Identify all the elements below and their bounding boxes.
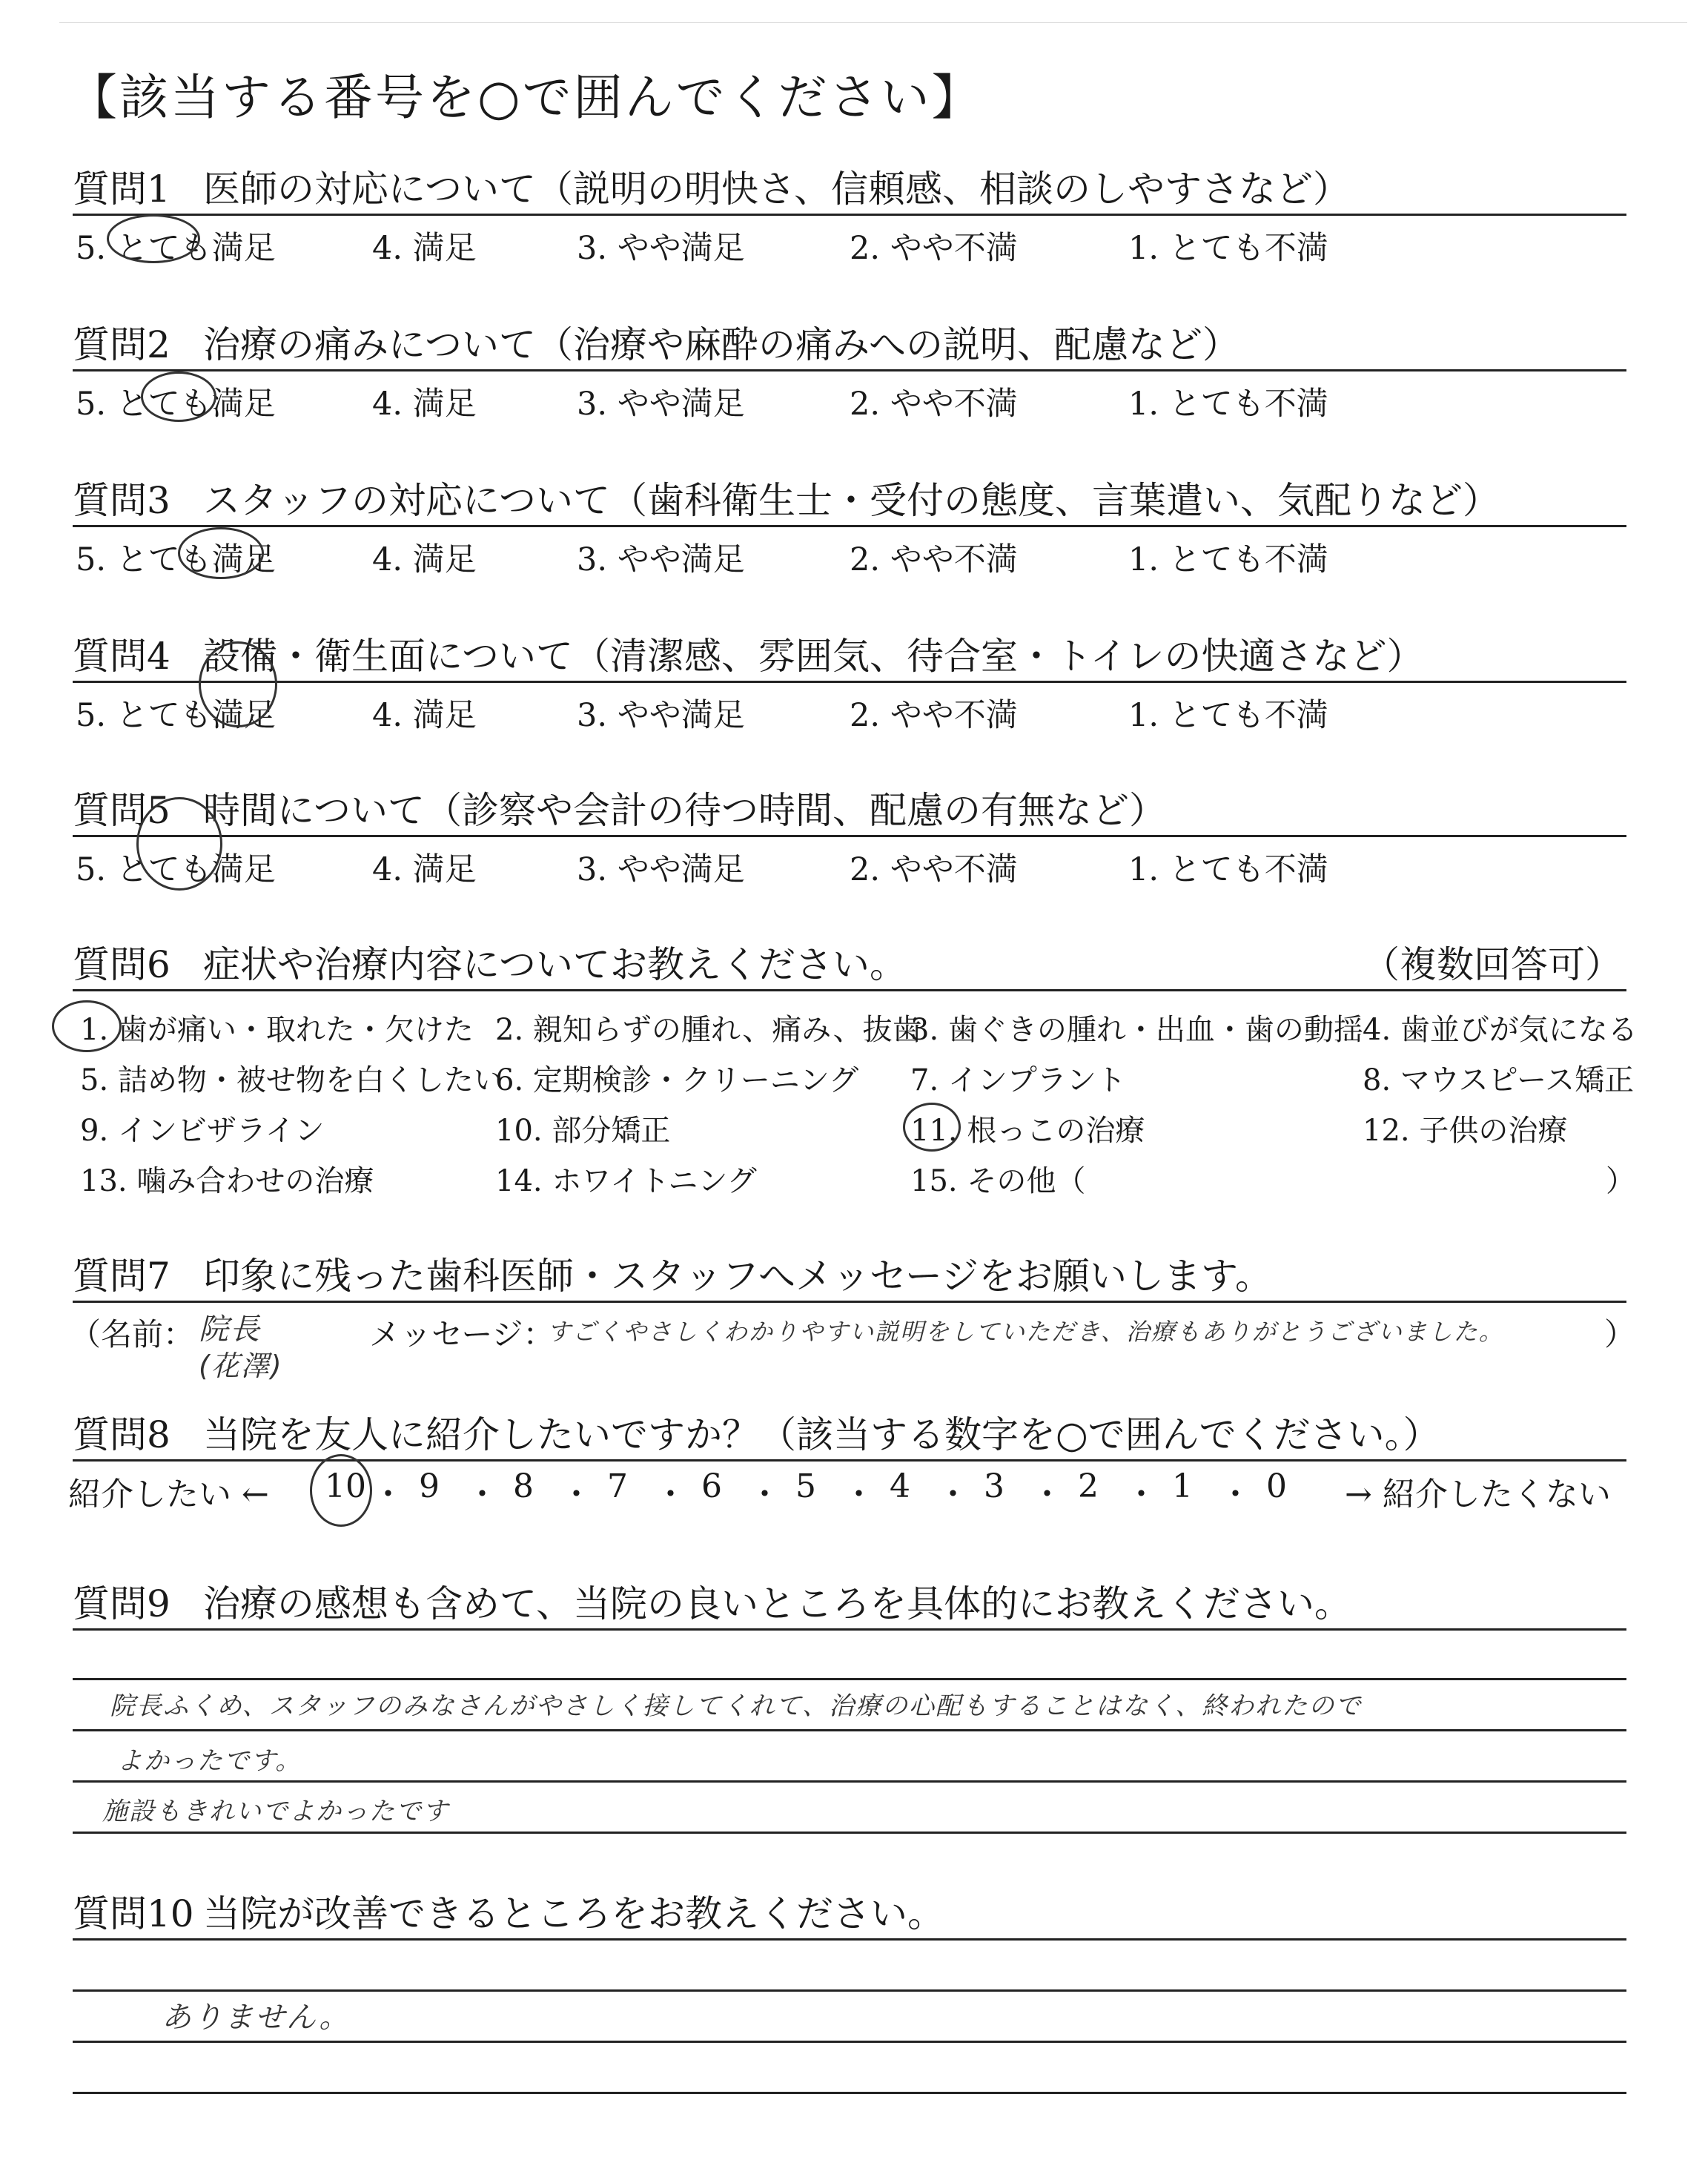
- page-title: 【該当する番号を○で囲んでください】: [68, 69, 983, 126]
- symptom-6[interactable]: 6. 定期検診・クリーニング: [495, 1063, 859, 1097]
- option-2[interactable]: 2. やや不満: [850, 541, 1018, 578]
- scale-separator: ・: [466, 1476, 499, 1513]
- message-handwritten[interactable]: すごくやさしくわかりやすい説明をしていただき、治療もありがとうございました。: [547, 1318, 1504, 1346]
- question-text: 当院を友人に紹介したいですか？（該当する数字を○で囲んでください。）: [203, 1413, 1440, 1456]
- question-6: [73, 940, 1638, 1206]
- selection-circle: [199, 641, 277, 727]
- question-number: 質問6: [73, 943, 171, 986]
- answer-rule: [73, 1678, 1626, 1680]
- option-5[interactable]: 5. とても満足: [76, 541, 276, 578]
- question-number: 質問8: [73, 1413, 171, 1456]
- divider: [73, 1938, 1626, 1941]
- symptom-2[interactable]: 2. 親知らずの腫れ、痛み、抜歯: [495, 1013, 922, 1047]
- question-10: [73, 1889, 1629, 2094]
- scale-separator: ・: [1219, 1476, 1252, 1513]
- question-text: 設備・衛生面について（清潔感、雰囲気、待合室・トイレの快適さなど）: [203, 635, 1424, 678]
- option-5[interactable]: 5. とても満足: [76, 697, 276, 734]
- scale-separator: ・: [748, 1476, 781, 1513]
- question-1: [73, 165, 1629, 267]
- option-1[interactable]: 1. とても不満: [1128, 541, 1328, 578]
- answer-rule: [73, 1989, 1626, 1992]
- scale-left-label: 紹介したい ←: [68, 1476, 269, 1513]
- scale-separator: ・: [560, 1476, 593, 1513]
- symptom-14[interactable]: 14. ホワイトニング: [495, 1164, 757, 1198]
- option-1[interactable]: 1. とても不満: [1128, 697, 1328, 734]
- question-9: [73, 1579, 1629, 1834]
- multiple-answer-note: （複数回答可）: [1363, 943, 1622, 986]
- option-4[interactable]: 4. 満足: [372, 697, 477, 734]
- option-3[interactable]: 3. やや満足: [577, 541, 745, 578]
- scale-separator: ・: [654, 1476, 687, 1513]
- selection-circle: [141, 371, 216, 422]
- scale-value-8[interactable]: 8: [513, 1467, 534, 1505]
- name-label: （名前：: [70, 1316, 195, 1353]
- symptom-7[interactable]: 7. インプラント: [910, 1063, 1126, 1097]
- option-2[interactable]: 2. やや不満: [850, 230, 1018, 267]
- option-4[interactable]: 4. 満足: [372, 386, 477, 423]
- question-text: 当院が改善できるところをお教えください。: [203, 1892, 944, 1935]
- option-2[interactable]: 2. やや不満: [850, 697, 1018, 734]
- answer-rule: [73, 1832, 1626, 1834]
- answer-rule: [73, 1780, 1626, 1783]
- scale-value-4[interactable]: 4: [890, 1467, 910, 1505]
- scale-separator: ・: [1125, 1476, 1158, 1513]
- answer-line-3[interactable]: 施設もきれいでよかったです: [102, 1797, 449, 1826]
- answer-rule: [73, 2092, 1626, 2094]
- name-handwritten-2[interactable]: (花澤): [199, 1350, 283, 1382]
- question-text: 医師の対応について（説明の明快さ、信頼感、相談のしやすさなど）: [203, 168, 1350, 211]
- option-4[interactable]: 4. 満足: [372, 851, 477, 888]
- symptom-13[interactable]: 13. 噛み合わせの治療: [80, 1164, 374, 1198]
- other-close-paren: ）: [1606, 1164, 1635, 1198]
- question-7: [70, 1252, 1636, 1392]
- symptom-15-other[interactable]: 15. その他（: [910, 1164, 1086, 1198]
- scale-value-2[interactable]: 2: [1078, 1467, 1099, 1505]
- divider: [73, 1628, 1626, 1631]
- question-number: 質問10: [73, 1892, 194, 1935]
- scale-separator: ・: [842, 1476, 875, 1513]
- option-2[interactable]: 2. やや不満: [850, 851, 1018, 888]
- question-number: 質問1: [73, 168, 171, 211]
- question-text: 印象に残った歯科医師・スタッフへメッセージをお願いします。: [203, 1255, 1272, 1298]
- scale-value-3[interactable]: 3: [984, 1467, 1004, 1505]
- scale-value-0[interactable]: 0: [1266, 1467, 1287, 1505]
- scale-right-label: → 紹介したくない: [1345, 1476, 1611, 1513]
- selection-circle: [136, 797, 222, 891]
- question-8: [68, 1410, 1629, 1515]
- top-border: [59, 22, 1687, 23]
- question-text: スタッフの対応について（歯科衛生士・受付の態度、言葉遣い、気配りなど）: [203, 479, 1500, 522]
- option-5[interactable]: 5. とても満足: [76, 386, 276, 423]
- selection-circle: [178, 527, 264, 579]
- option-4[interactable]: 4. 満足: [372, 541, 477, 578]
- question-2: [73, 320, 1629, 423]
- scale-separator: ・: [1030, 1476, 1064, 1513]
- question-4: [73, 632, 1629, 734]
- option-2[interactable]: 2. やや不満: [850, 386, 1018, 423]
- symptom-5[interactable]: 5. 詰め物・被せ物を白くしたい: [80, 1063, 503, 1097]
- question-number: 質問9: [73, 1582, 171, 1625]
- question-text: 症状や治療内容についてお教えください。: [203, 943, 907, 986]
- question-number: 質問2: [73, 323, 171, 366]
- question-number: 質問7: [73, 1255, 171, 1298]
- symptom-11[interactable]: 11. 根っこの治療: [910, 1114, 1145, 1148]
- answer-rule: [73, 2041, 1626, 2043]
- question-text: 時間について（診察や会計の待つ時間、配慮の有無など）: [203, 789, 1166, 832]
- option-4[interactable]: 4. 満足: [372, 230, 477, 267]
- symptom-12[interactable]: 12. 子供の治療: [1363, 1114, 1568, 1148]
- question-number: 質問4: [73, 635, 171, 678]
- answer-line-1[interactable]: 院長ふくめ、スタッフのみなさんがやさしく接してくれて、治療の心配もすることはなく、終われたので: [110, 1691, 1363, 1721]
- answer-line-1[interactable]: ありません。: [162, 2001, 351, 2035]
- question-number: 質問3: [73, 479, 171, 522]
- scale-value-10[interactable]: 10: [325, 1467, 366, 1505]
- symptom-3[interactable]: 3. 歯ぐきの腫れ・出血・歯の動揺: [910, 1013, 1363, 1047]
- selection-circle: [107, 214, 200, 263]
- option-3[interactable]: 3. やや満足: [577, 697, 745, 734]
- symptom-8[interactable]: 8. マウスピース矯正: [1363, 1063, 1635, 1097]
- selection-circle: [52, 1000, 122, 1052]
- name-handwritten[interactable]: 院長: [199, 1312, 261, 1347]
- symptom-9[interactable]: 9. インビザライン: [80, 1114, 325, 1148]
- scale-value-9[interactable]: 9: [419, 1467, 440, 1505]
- scale-value-1[interactable]: 1: [1172, 1467, 1193, 1505]
- recommend-scale: [68, 1462, 1629, 1515]
- scale-value-6[interactable]: 6: [701, 1467, 722, 1505]
- message-label: メッセージ：: [369, 1316, 555, 1353]
- scale-value-7[interactable]: 7: [607, 1467, 628, 1505]
- question-number: 質問5: [73, 789, 171, 832]
- symptom-10[interactable]: 10. 部分矯正: [495, 1114, 671, 1148]
- option-5[interactable]: 5. とても満足: [76, 230, 276, 267]
- option-5[interactable]: 5. とても満足: [76, 851, 276, 888]
- answer-line-2[interactable]: よかったです。: [117, 1746, 302, 1776]
- question-3: [73, 476, 1629, 578]
- scale-separator: ・: [936, 1476, 970, 1513]
- option-3[interactable]: 3. やや満足: [577, 386, 745, 423]
- answer-rule: [73, 1729, 1626, 1731]
- question-text: 治療の感想も含めて、当院の良いところを具体的にお教えください。: [203, 1582, 1351, 1625]
- option-1[interactable]: 1. とても不満: [1128, 230, 1328, 267]
- question-5: [73, 786, 1629, 888]
- scale-value-5[interactable]: 5: [795, 1467, 816, 1505]
- message-close-paren: ）: [1604, 1316, 1636, 1353]
- option-3[interactable]: 3. やや満足: [577, 851, 745, 888]
- selection-circle: [903, 1103, 961, 1152]
- question-text: 治療の痛みについて（治療や麻酔の痛みへの説明、配慮など）: [203, 323, 1239, 366]
- option-1[interactable]: 1. とても不満: [1128, 851, 1328, 888]
- symptom-4[interactable]: 4. 歯並びが気になる: [1363, 1013, 1638, 1047]
- scale-separator: ・: [371, 1476, 405, 1513]
- symptom-1[interactable]: 1. 歯が痛い・取れた・欠けた: [80, 1013, 474, 1047]
- option-1[interactable]: 1. とても不満: [1128, 386, 1328, 423]
- option-3[interactable]: 3. やや満足: [577, 230, 745, 267]
